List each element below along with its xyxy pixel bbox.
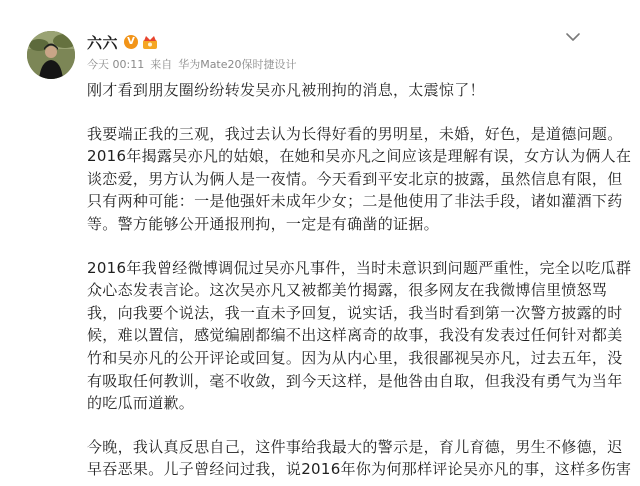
text-line: 今晚，我认真反思自己，这件事给我最大的警示是，育儿育德，男生不修德，迟	[87, 437, 623, 456]
post-paragraph-3	[87, 257, 632, 415]
text-line: 有吸取任何教训，毫不收敛，到今天这样，是他咎由自取，但我没有勇气为当年	[87, 371, 623, 390]
text-line: 谈恋爱，男方认为俩人是一夜情。今天看到平安北京的披露，虽然信息有限，但	[87, 169, 623, 188]
text-line: 等。警方能够公开通报刑拘，一定是有确凿的证据。	[87, 214, 439, 233]
post-body	[87, 79, 632, 486]
chevron-down-icon[interactable]	[564, 30, 582, 44]
post-paragraph-4	[87, 436, 632, 481]
text-line: 只有两种可能：一是他强奸未成年少女；二是他使用了非法手段，诸如灌酒下药	[87, 192, 623, 211]
text-line: 早吞恶果。儿子曾经问过我，说2016年你为何那样评论吴亦凡的事，这样多伤害	[87, 460, 632, 479]
text-line: 候，难以置信，感觉编剧都编不出这样离奇的故事，我没有发表过任何针对都美	[87, 326, 623, 345]
text-line: 众心态发表言论。这次吴亦凡又被都美竹揭露，很多网友在我微博信里愤怒骂	[87, 281, 608, 300]
text-line: 2016年我曾经微博调侃过吴亦凡事件，当时未意识到问题严重性，完全以吃瓜群	[87, 258, 632, 277]
member-crown-icon[interactable]	[142, 35, 158, 49]
text-line: 的吃瓜而道歉。	[87, 394, 195, 413]
text-line: 竹和吴亦凡的公开评论或回复。因为从内心里，我很鄙视吴亦凡，过去五年，没	[87, 348, 623, 367]
text-line: 我要端正我的三观，我过去认为长得好看的男明星，未婚，好色，是道德问题。	[87, 124, 623, 143]
verified-v-icon: V	[124, 35, 138, 49]
post-paragraph-1	[87, 79, 587, 102]
text-line: 刚才看到朋友圈纷纷转发吴亦凡被刑拘的消息，太震惊了！	[87, 81, 485, 99]
name-row	[87, 30, 547, 54]
post-paragraph-2	[87, 123, 632, 236]
avatar-photo-icon	[27, 31, 75, 79]
source-device[interactable]: 华为Mate20保时捷设计	[178, 58, 297, 71]
post-time: 今天 00:11	[87, 58, 145, 71]
post-meta	[87, 56, 547, 72]
text-line: 2016年揭露吴亦凡的姑娘，在她和吴亦凡之间应该是理解有误，女方认为俩人在	[87, 147, 632, 166]
source-prefix: 来自	[150, 58, 173, 71]
username[interactable]: 六六	[87, 33, 119, 52]
user-avatar[interactable]	[27, 31, 75, 79]
text-line: 我，向我要个说法，我一直未予回复，说实话，我当时看到第一次警方披露的时	[87, 303, 623, 322]
post-header	[87, 30, 547, 72]
